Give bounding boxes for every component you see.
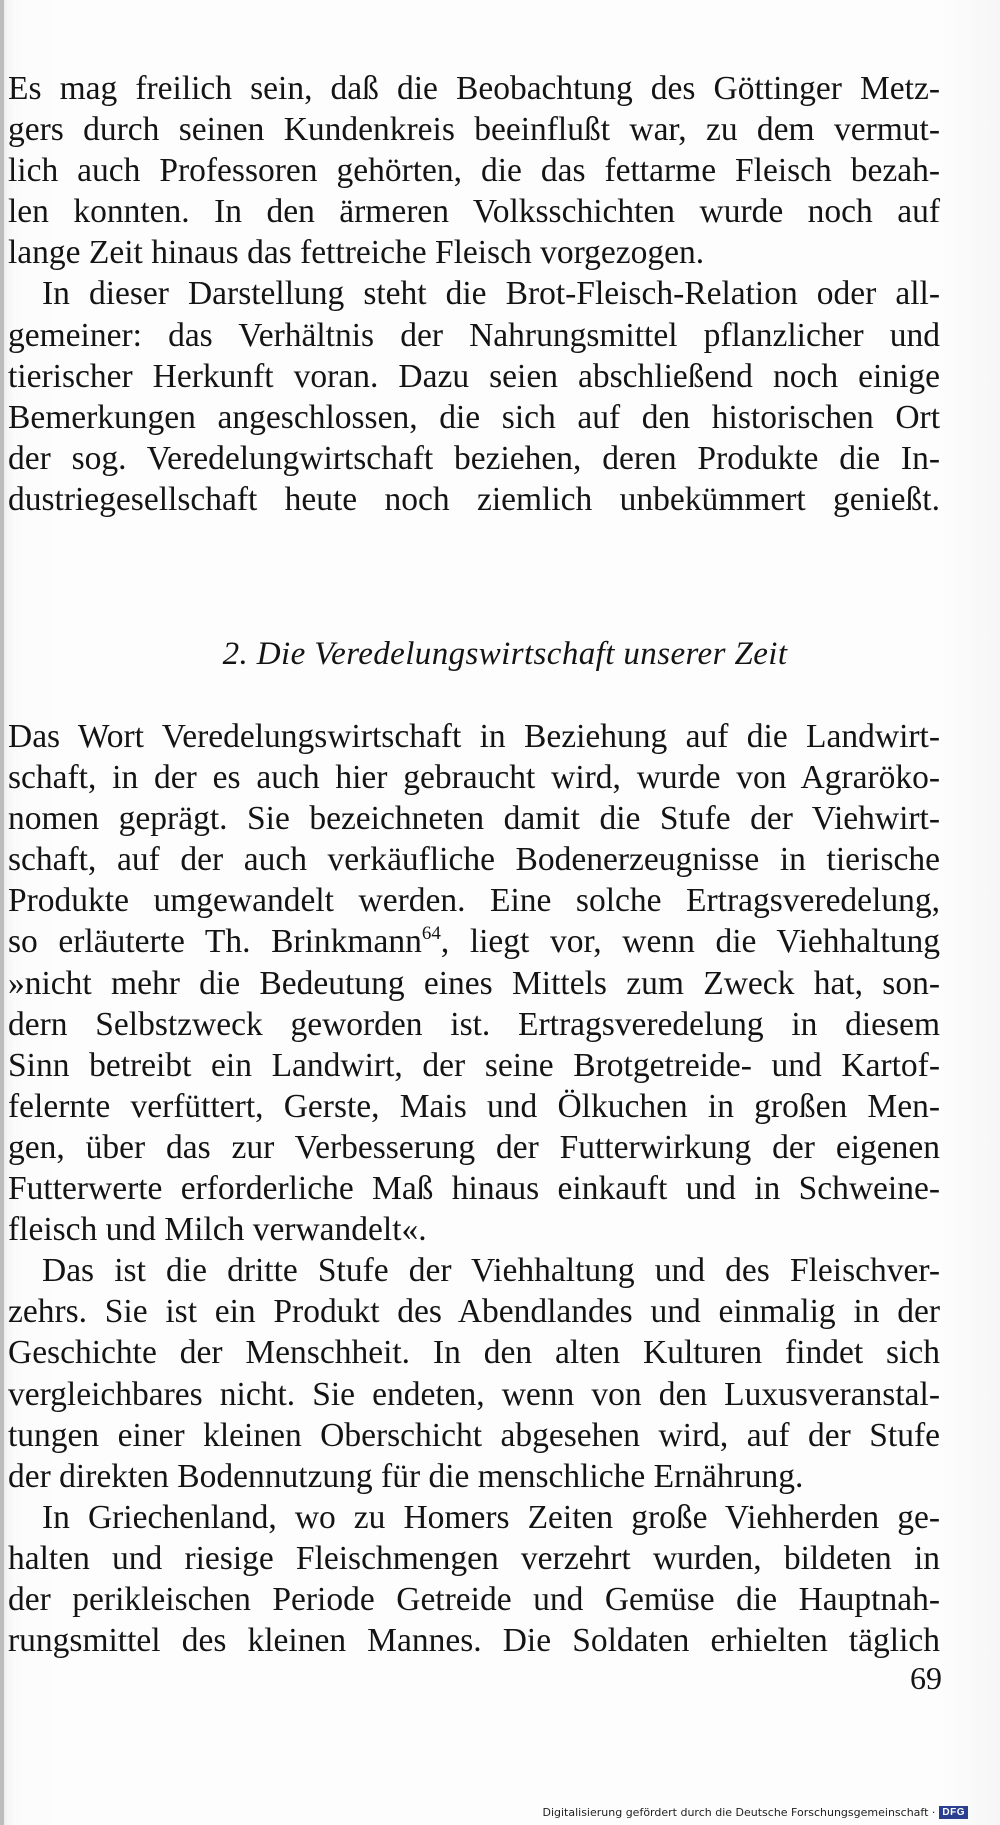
text-line: dern Selbstzweck geworden ist. Ertragsveredelung in diesem bbox=[8, 1005, 940, 1043]
text-line-with-footnote bbox=[8, 921, 940, 962]
text-line: vergleichbares nicht. Sie endeten, wenn von den Luxusveranstal- bbox=[8, 1375, 940, 1413]
text-block-top bbox=[8, 68, 940, 520]
text-line: lange Zeit hinaus das fettreiche Fleisch vorgezogen. bbox=[8, 234, 705, 272]
text-line: Geschichte der Menschheit. In den alten Kulturen findet sich bbox=[8, 1334, 940, 1372]
text-line: der direkten Bodennutzung für die menschliche Ernährung. bbox=[8, 1457, 804, 1495]
text-line: »nicht mehr die Bedeutung eines Mittels zum Zweck hat, son- bbox=[8, 964, 940, 1002]
text-fragment: , liegt vor, wenn die Viehhaltung bbox=[440, 923, 940, 961]
dfg-logo-icon: DFG bbox=[939, 1806, 968, 1819]
text-line: schaft, auf der auch verkäufliche Bodenerzeugnisse in tierische bbox=[8, 841, 940, 879]
section-heading bbox=[0, 636, 1000, 673]
text-line: zehrs. Sie ist ein Produkt des Abendlandes und einmalig in der bbox=[8, 1293, 940, 1331]
text-line: schaft, in der es auch hier gebraucht wird, wurde von Agraröko- bbox=[8, 759, 940, 797]
text-fragment: so erläuterte Th. Brinkmann bbox=[8, 923, 422, 961]
text-line: rungsmittel des kleinen Mannes. Die Soldaten erhielten täglich bbox=[8, 1622, 940, 1660]
text-line: In Griechenland, wo zu Homers Zeiten große Viehherden ge- bbox=[42, 1498, 940, 1536]
digitization-footer bbox=[542, 1806, 968, 1819]
text-line: Futterwerte erforderliche Maß hinaus einkauft und in Schweine- bbox=[8, 1170, 940, 1208]
text-line: fleisch und Milch verwandelt«. bbox=[8, 1211, 427, 1249]
page-number: 69 bbox=[910, 1660, 942, 1696]
paragraph-4 bbox=[8, 1250, 940, 1497]
text-line: der perikleischen Periode Getreide und Gemüse die Hauptnah- bbox=[8, 1580, 940, 1618]
text-line: Bemerkungen angeschlossen, die sich auf den historischen Ort bbox=[8, 398, 940, 436]
text-line: Sinn betreibt ein Landwirt, der seine Brotgetreide- und Kartof- bbox=[8, 1046, 940, 1084]
text-line: tierischer Herkunft voran. Dazu seien abschließend noch einige bbox=[8, 357, 940, 395]
footnote-reference: 64 bbox=[421, 923, 441, 945]
text-line: halten und riesige Fleischmengen verzehrt wurden, bildeten in bbox=[8, 1539, 940, 1577]
text-line: gemeiner: das Verhältnis der Nahrungsmittel pflanzlicher und bbox=[8, 316, 940, 354]
footer-text: Digitalisierung gefördert durch die Deutsche Forschungsgemeinschaft · bbox=[542, 1806, 936, 1819]
text-line: nomen geprägt. Sie bezeichneten damit die Stufe der Viehwirt- bbox=[8, 800, 940, 838]
text-line: dustriegesellschaft heute noch ziemlich unbekümmert genießt. bbox=[8, 480, 940, 518]
text-line: Es mag freilich sein, daß die Beobachtung des Göttinger Metz- bbox=[8, 70, 940, 107]
text-line: gers durch seinen Kundenkreis beeinflußt war, zu dem vermut- bbox=[8, 111, 940, 149]
text-line: Das ist die dritte Stufe der Viehhaltung und des Fleischver- bbox=[42, 1252, 940, 1290]
text-block-bottom bbox=[8, 716, 940, 1661]
text-line: lich auch Professoren gehörten, die das fettarme Fleisch bezah- bbox=[8, 152, 940, 190]
paragraph-2 bbox=[8, 273, 940, 520]
text-line: gen, über das zur Verbesserung der Futterwirkung der eigenen bbox=[8, 1128, 940, 1166]
text-line: felernte verfüttert, Gerste, Mais und Ölkuchen in großen Men- bbox=[8, 1087, 940, 1125]
text-line: der sog. Veredelungwirtschaft beziehen, deren Produkte die In- bbox=[8, 439, 940, 477]
text-line: tungen einer kleinen Oberschicht abgesehen wird, auf der Stufe bbox=[8, 1416, 940, 1454]
paragraph-3 bbox=[8, 716, 940, 1250]
text-line: In dieser Darstellung steht die Brot-Fleisch-Relation oder all- bbox=[42, 275, 940, 313]
paragraph-1 bbox=[8, 68, 940, 273]
section-heading-text: 2. Die Veredelungswirtschaft unserer Zeit bbox=[222, 636, 788, 672]
text-line: Produkte umgewandelt werden. Eine solche Ertragsveredelung, bbox=[8, 882, 940, 920]
paragraph-5 bbox=[8, 1497, 940, 1661]
text-line: Das Wort Veredelungswirtschaft in Beziehung auf die Landwirt- bbox=[8, 718, 940, 755]
text-line: len konnten. In den ärmeren Volksschichten wurde noch auf bbox=[8, 193, 940, 231]
